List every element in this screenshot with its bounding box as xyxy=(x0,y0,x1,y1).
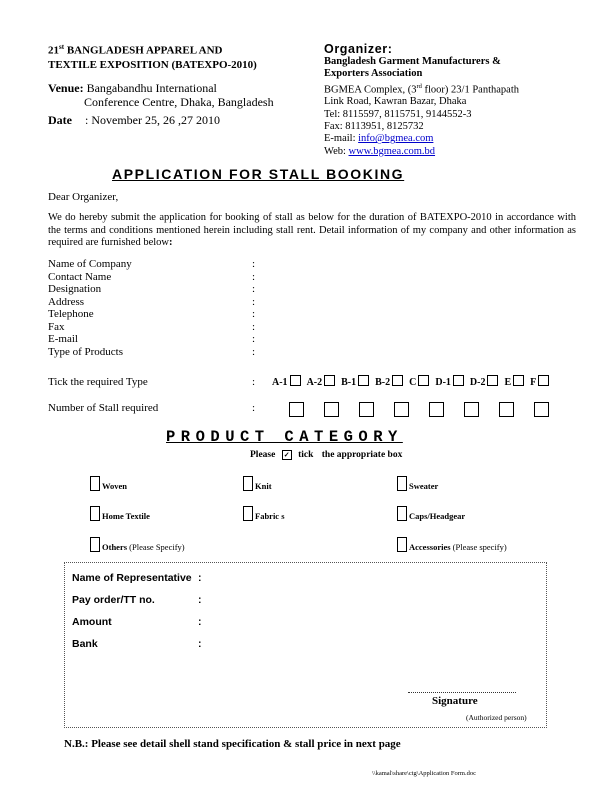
category-instruction: Please ✓ tick the appropriate box xyxy=(250,450,403,460)
checkbox[interactable] xyxy=(243,506,253,521)
venue-line2: Conference Centre, Dhaka, Bangladesh xyxy=(84,95,274,109)
representative-field-label: Bank xyxy=(72,638,98,650)
salutation: Dear Organizer, xyxy=(48,191,119,203)
field-input[interactable]: : xyxy=(252,258,256,270)
field-label: Fax xyxy=(48,320,65,333)
field-label: Type of Products xyxy=(48,345,123,358)
venue: Venue: Bangabandhu International xyxy=(48,81,217,95)
field-input[interactable]: : xyxy=(252,283,256,295)
checkbox[interactable] xyxy=(243,476,253,491)
representative-field-label: Amount xyxy=(72,616,112,628)
checked-box-icon: ✓ xyxy=(282,450,292,460)
field-input[interactable]: : xyxy=(252,295,256,308)
field-input[interactable]: : xyxy=(252,320,256,333)
checkbox[interactable] xyxy=(324,375,335,386)
stall-type-option[interactable]: D-2 xyxy=(470,377,499,388)
field-input[interactable]: : xyxy=(252,333,256,345)
representative-field-input[interactable]: : xyxy=(198,638,202,650)
form-title: APPLICATION FOR STALL BOOKING xyxy=(112,166,405,182)
checkbox[interactable] xyxy=(397,506,407,521)
checkbox[interactable] xyxy=(90,537,100,552)
stall-count-box[interactable] xyxy=(394,402,409,417)
field-label: Contact Name xyxy=(48,270,112,283)
stall-type-option[interactable]: E xyxy=(504,377,524,388)
checkbox[interactable] xyxy=(513,375,524,386)
representative-field-input[interactable]: : xyxy=(198,572,202,584)
field-label: Address xyxy=(48,295,85,308)
footnote: N.B.: Please see detail shell stand specification & stall price in next page xyxy=(64,738,401,750)
organizer-details: Bangladesh Garment Manufacturers & Exporters Association BGMEA Complex, (3rd floor) 23/1 Panthapath Link Road, Kawran Bazar, Dhaka Tel: 8115597, 8115751, 9144552-3 Fax: 8113951, 8125732 E-mail: info@bgmea.com Web: www.bgmea.com.bd xyxy=(324,56,519,157)
representative-field-input[interactable]: : xyxy=(198,616,202,628)
checkbox[interactable] xyxy=(90,506,100,521)
organizer-heading: Organizer: xyxy=(324,42,393,56)
stall-type-option[interactable]: B-1 xyxy=(341,377,369,388)
intro-paragraph: We do hereby submit the application for booking of stall as below for the duration of BATEXPO-2010 in accordance with the terms and conditions mentioned herein including stall rent. Detail information of my company and other information as required are furnished below: xyxy=(48,212,576,248)
stall-type-label: Tick the required Type xyxy=(48,376,148,388)
stall-count-box[interactable] xyxy=(429,402,444,417)
signature-line xyxy=(408,692,516,693)
stall-type-option[interactable]: D-1 xyxy=(435,377,464,388)
checkbox[interactable] xyxy=(487,375,498,386)
representative-field-label: Pay order/TT no. xyxy=(72,594,155,606)
checkbox[interactable] xyxy=(453,375,464,386)
checkbox[interactable] xyxy=(397,476,407,491)
checkbox[interactable] xyxy=(392,375,403,386)
field-label: Designation xyxy=(48,283,102,295)
stall-count-box[interactable] xyxy=(359,402,374,417)
stall-count-box[interactable] xyxy=(499,402,514,417)
representative-field-input[interactable]: : xyxy=(198,594,202,606)
email-link[interactable]: info@bgmea.com xyxy=(358,133,434,145)
stall-type-option[interactable]: B-2 xyxy=(375,377,403,388)
stall-type-option[interactable]: C xyxy=(409,377,429,388)
stall-type-options xyxy=(272,375,555,388)
field-input[interactable]: : xyxy=(252,308,256,320)
stall-count-box[interactable] xyxy=(324,402,339,417)
website-link[interactable]: www.bgmea.com.bd xyxy=(348,145,436,157)
product-category-heading: PRODUCT CATEGORY xyxy=(166,428,403,446)
field-label: E-mail xyxy=(48,333,78,345)
field-label: Name of Company xyxy=(48,258,132,270)
field-input[interactable]: : xyxy=(252,345,256,358)
signature-note: (Authorized person) xyxy=(466,713,527,722)
file-path: \\kamal\share\ctg\Application Form.doc xyxy=(372,770,476,777)
event-date: Date : November 25, 26 ,27 2010 xyxy=(48,113,220,127)
stall-number-label: Number of Stall required xyxy=(48,402,159,414)
field-label: Telephone xyxy=(48,308,94,320)
checkbox[interactable] xyxy=(290,375,301,386)
field-input[interactable]: : xyxy=(252,270,256,283)
checkbox[interactable] xyxy=(418,375,429,386)
checkbox[interactable] xyxy=(90,476,100,491)
checkbox[interactable] xyxy=(538,375,549,386)
stall-count-box[interactable] xyxy=(289,402,304,417)
event-title: 21st BANGLADESH APPAREL AND TEXTILE EXPOSITION (BATEXPO-2010) xyxy=(48,43,257,71)
stall-type-option[interactable]: F xyxy=(530,377,549,388)
checkbox[interactable] xyxy=(397,537,407,552)
checkbox[interactable] xyxy=(358,375,369,386)
stall-type-option[interactable]: A-1 xyxy=(272,377,301,388)
representative-field-label: Name of Representative xyxy=(72,572,192,584)
signature-label: Signature xyxy=(432,695,478,707)
stall-count-box[interactable] xyxy=(464,402,479,417)
stall-type-option[interactable]: A-2 xyxy=(307,377,336,388)
stall-count-box[interactable] xyxy=(534,402,549,417)
